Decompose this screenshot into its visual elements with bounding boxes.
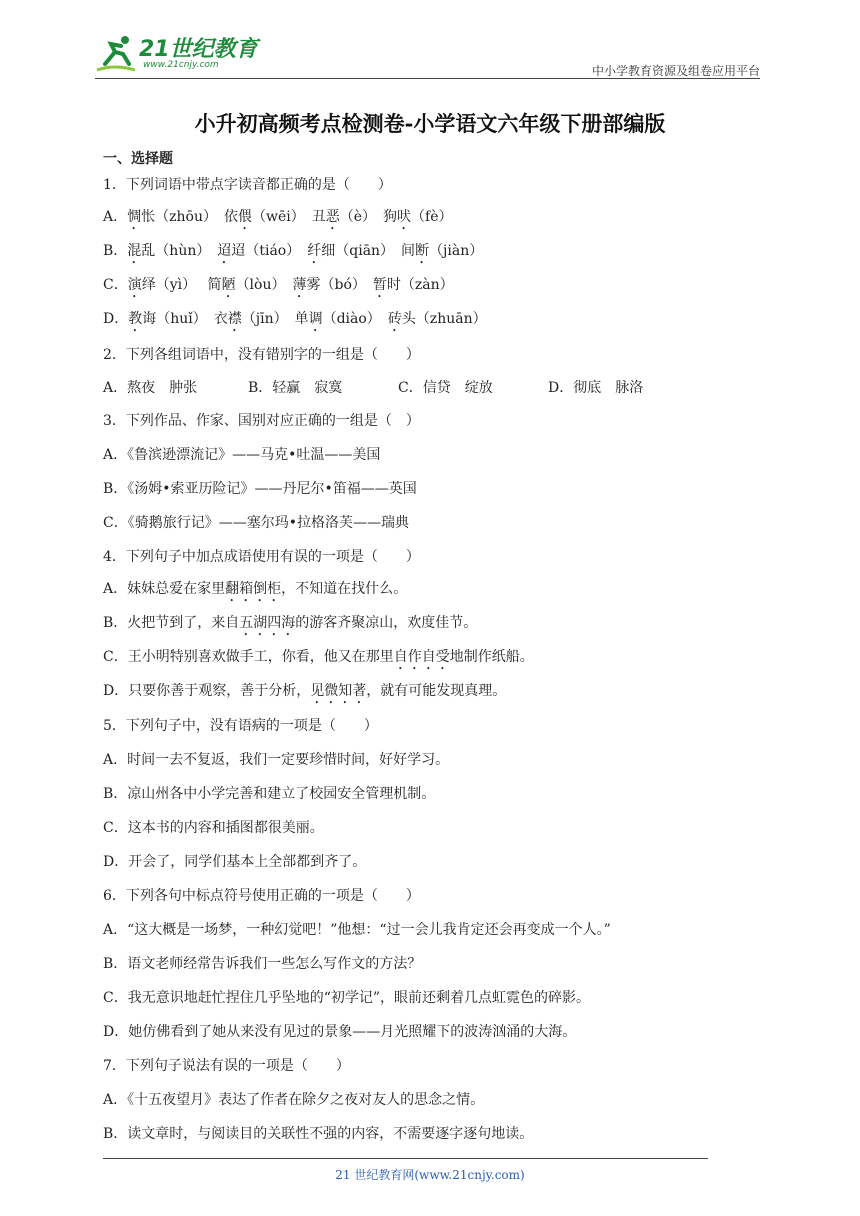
question-1-option-a: A．惆怅（zhōu） 依偎（wēi） 丑恶（è） 狗吠（fè）: [103, 209, 453, 225]
question-4-option-d: D．只要你善于观察，善于分析，见微知著，就有可能发现真理。: [103, 683, 507, 699]
option-b: B．轻赢 寂寞: [248, 380, 343, 396]
question-6-option-b: B．语文老师经常告诉我们一些怎么写作文的方法？: [103, 956, 422, 972]
option-d: D．彻底 脉洛: [548, 380, 644, 396]
runner-logo-icon: [95, 34, 137, 74]
question-1-option-b: B．混乱（hùn） 迢迢（tiáo） 纤细（qiān） 间断（jiàn）: [103, 243, 484, 259]
header-divider: [95, 78, 760, 79]
question-7-option-a: A．《十五夜望月》表达了作者在除夕之夜对友人的思念之情。: [103, 1092, 485, 1108]
question-4-option-b: B．火把节到了，来自五湖四海的游客齐聚凉山，欢度佳节。: [103, 615, 478, 631]
question-7-stem: 7．下列句子说法有误的一项是（ ）: [103, 1058, 350, 1074]
question-6-stem: 6．下列各句中标点符号使用正确的一项是（ ）: [103, 888, 420, 904]
question-6-option-d: D．她仿佛看到了她从来没有见过的景象——月光照耀下的波涛汹涌的大海。: [103, 1024, 577, 1040]
question-5-option-c: C．这本书的内容和插图都很美丽。: [103, 820, 324, 836]
question-1-option-d: D．教诲（huǐ） 衣襟（jīn） 单调（diào） 砖头（zhuān）: [103, 311, 487, 327]
logo-url: www.21cnjy.com: [143, 60, 219, 70]
question-2-stem: 2．下列各组词语中，没有错别字的一组是（ ）: [103, 347, 420, 363]
page-title: 小升初高频考点检测卷-小学语文六年级下册部编版: [194, 111, 666, 136]
question-5-stem: 5．下列句子中，没有语病的一项是（ ）: [103, 718, 378, 734]
logo-text: 21世纪教育: [139, 37, 258, 62]
platform-label: 中小学教育资源及组卷应用平台: [591, 64, 760, 78]
question-7-option-b: B．读文章时，与阅读目的关联性不强的内容，不需要逐字逐句地读。: [103, 1126, 534, 1142]
question-6-option-c: C．我无意识地赶忙捏住几乎坠地的“初学记”，眼前还剩着几点虹霓色的碎影。: [103, 990, 591, 1006]
logo: [95, 30, 260, 78]
option-a: A．熬夜 肿张: [103, 380, 198, 396]
section-heading: 一、选择题: [103, 151, 173, 167]
question-2-options: [103, 377, 643, 397]
question-4-option-a: A．妹妹总爱在家里翻箱倒柜，不知道在找什么。: [103, 581, 408, 597]
question-5-option-a: A．时间一去不复返，我们一定要珍惜时间，好好学习。: [103, 752, 450, 768]
footer-divider: [103, 1158, 708, 1159]
page-header: [95, 30, 760, 80]
question-3-option-c: C．《骑鹅旅行记》——塞尔玛•拉格洛芙——瑞典: [103, 515, 409, 531]
question-1-stem: 1．下列词语中带点字读音都正确的是（ ）: [103, 177, 392, 193]
question-4-option-c: C．王小明特别喜欢做手工，你看，他又在那里自作自受地制作纸船。: [103, 649, 534, 665]
question-4-stem: 4．下列句子中加点成语使用有误的一项是（ ）: [103, 549, 420, 565]
question-5-option-d: D．开会了，同学们基本上全部都到齐了。: [103, 854, 367, 870]
question-6-option-a: A．“这大概是一场梦，一种幻觉吧！”他想：“过一会儿我肯定还会再变成一个人。”: [103, 922, 611, 938]
page-footer: 21 世纪教育网(www.21cnjy.com): [335, 1168, 525, 1182]
option-c: C．信贷 绽放: [398, 380, 493, 396]
question-3-stem: 3．下列作品、作家、国别对应正确的一组是（ ）: [103, 413, 420, 429]
question-3-option-b: B．《汤姆•索亚历险记》——丹尼尔•笛福——英国: [103, 481, 417, 497]
question-1-option-c: C．演绎（yì） 简陋（lòu） 薄雾（bó） 暂时（zàn）: [103, 277, 454, 293]
question-5-option-b: B．凉山州各中小学完善和建立了校园安全管理机制。: [103, 786, 436, 802]
question-3-option-a: A．《鲁滨逊漂流记》——马克•吐温——美国: [103, 447, 381, 463]
